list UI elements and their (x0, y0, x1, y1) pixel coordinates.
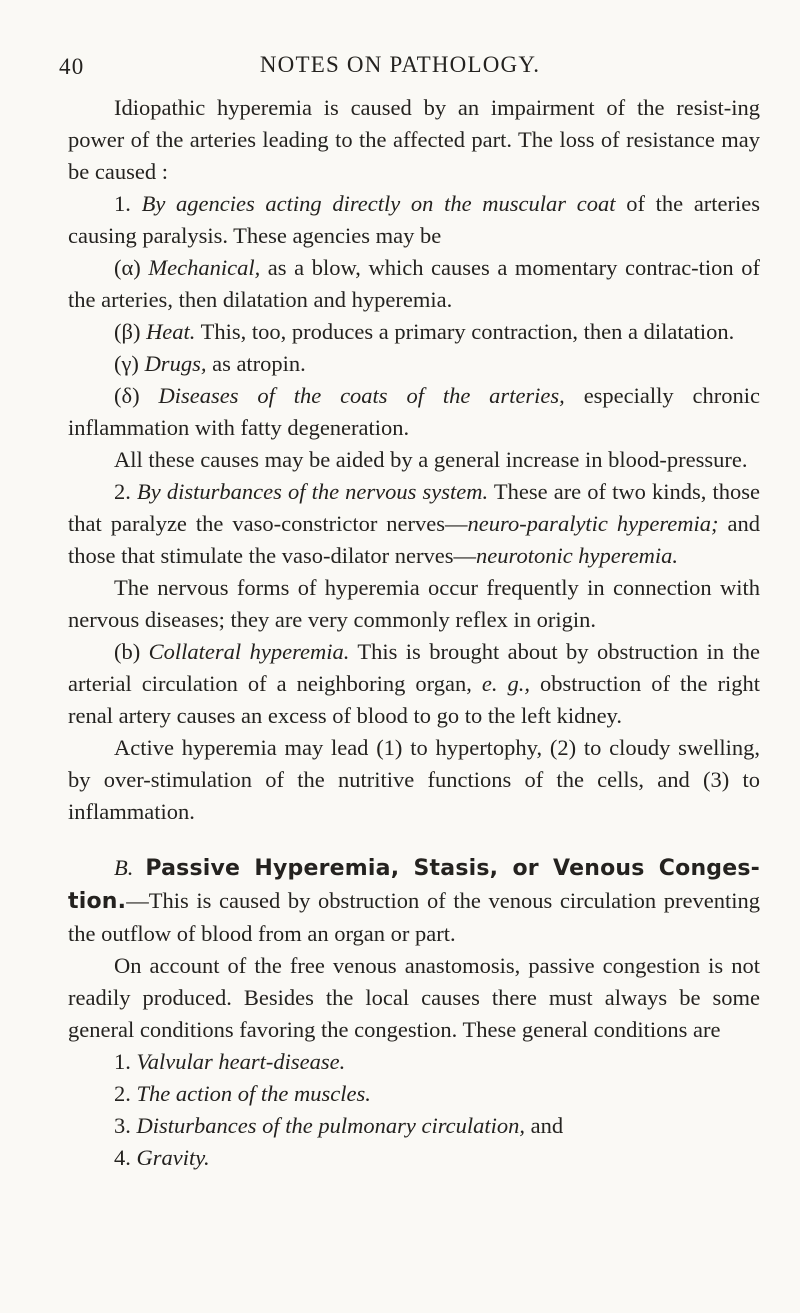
paragraph-mechanical (68, 252, 760, 316)
item-number: 1. (114, 1049, 131, 1074)
paragraph-cause-1 (68, 188, 760, 252)
paragraph-text: as a blow, which causes a momentary contrac-tion of the arteries, then dilatation and hyperemia. (68, 255, 761, 312)
paragraph-collateral (68, 636, 760, 732)
emphasis: The action of the muscles. (136, 1081, 371, 1106)
item-number: 4. (114, 1145, 131, 1170)
item-marker: (b) (114, 639, 141, 664)
section-letter: B. (114, 855, 134, 880)
paragraph-blood-pressure: All these causes may be aided by a general increase in blood-pressure. (114, 447, 748, 472)
list-item (68, 1046, 760, 1078)
section-spacer (68, 828, 760, 852)
emphasis: Disturbances of the pulmonary circulation, (136, 1113, 525, 1138)
paragraph-text: as atropin. (206, 351, 306, 376)
section-heading-passive (68, 852, 760, 950)
paragraph-text: and those that stimulate the vaso-dilator nerves— (68, 511, 760, 568)
emphasis: e. g., (481, 671, 530, 696)
item-marker: (α) (114, 255, 141, 280)
emphasis: Drugs, (144, 351, 207, 376)
paragraph-active-hyperemia: Active hyperemia may lead (1) to hypertophy, (2) to cloudy swelling, by over-stimulation of the nutritive functions of the cells, and (3) to inflammation. (68, 735, 760, 824)
emphasis: By agencies acting directly on the muscular coat (141, 191, 616, 216)
paragraph-text: These are of two kinds, those that paralyze the vaso-constrictor nerves— (68, 479, 761, 536)
item-number: 3. (114, 1113, 131, 1138)
emphasis: Valvular heart-disease. (136, 1049, 346, 1074)
paragraph-diseases (68, 380, 760, 444)
item-number: 2. (114, 1081, 131, 1106)
section-title: Passive Hyperemia, Stasis, or Venous Conges-tion. (68, 856, 760, 914)
paragraph-text: especially chronic inflammation with fatty degeneration. (68, 383, 760, 440)
item-number: 2. (114, 479, 131, 504)
paragraph-cause-2 (68, 476, 760, 572)
emphasis: Heat. (146, 319, 196, 344)
emphasis: Collateral hyperemia. (148, 639, 350, 664)
emphasis: Gravity. (136, 1145, 210, 1170)
list-item (68, 1078, 760, 1110)
list-item (68, 1110, 760, 1142)
list-item (68, 1142, 760, 1174)
paragraph-text: This is brought about by obstruction in the arterial circulation of a neighboring organ, (68, 639, 761, 696)
emphasis: Mechanical, (148, 255, 261, 280)
paragraph-text: This, too, produces a primary contraction, then a dilatation. (195, 319, 735, 344)
paragraph-idiopathic: Idiopathic hyperemia is caused by an impairment of the resist-ing power of the arteries leading to the affected part. The loss of resistance may be caused : (68, 95, 760, 184)
page-body (68, 92, 760, 1174)
paragraph-text: and (525, 1113, 564, 1138)
item-marker: (δ) (114, 383, 140, 408)
item-number: 1. (114, 191, 131, 216)
emphasis: Diseases of the coats of the arteries, (158, 383, 565, 408)
paragraph-text: of the arteries causing paralysis. These agencies may be (68, 191, 761, 248)
page-header (0, 50, 800, 84)
emphasis: neuro-paralytic hyperemia; (467, 511, 719, 536)
page-number: 40 (59, 54, 85, 79)
paragraph-venous-anastomosis: On account of the free venous anastomosis, passive congestion is not readily produced. Besides the local causes there must always be some general conditions favoring the congestion. These general conditions are (68, 953, 760, 1042)
paragraph-nervous-forms: The nervous forms of hyperemia occur frequently in connection with nervous diseases; they are very commonly reflex in origin. (68, 575, 760, 632)
item-marker: (β) (114, 319, 141, 344)
emphasis: neurotonic hyperemia. (476, 543, 679, 568)
paragraph-drugs (68, 348, 760, 380)
paragraph-heat (68, 316, 760, 348)
item-marker: (γ) (114, 351, 139, 376)
paragraph-text: —This is caused by obstruction of the venous circulation preventing the outflow of blood from an organ or part. (68, 888, 760, 946)
paragraph-text: obstruction of the right renal artery causes an excess of blood to go to the left kidney. (68, 671, 760, 728)
running-title: NOTES ON PATHOLOGY. (259, 52, 541, 77)
emphasis: By disturbances of the nervous system. (137, 479, 489, 504)
